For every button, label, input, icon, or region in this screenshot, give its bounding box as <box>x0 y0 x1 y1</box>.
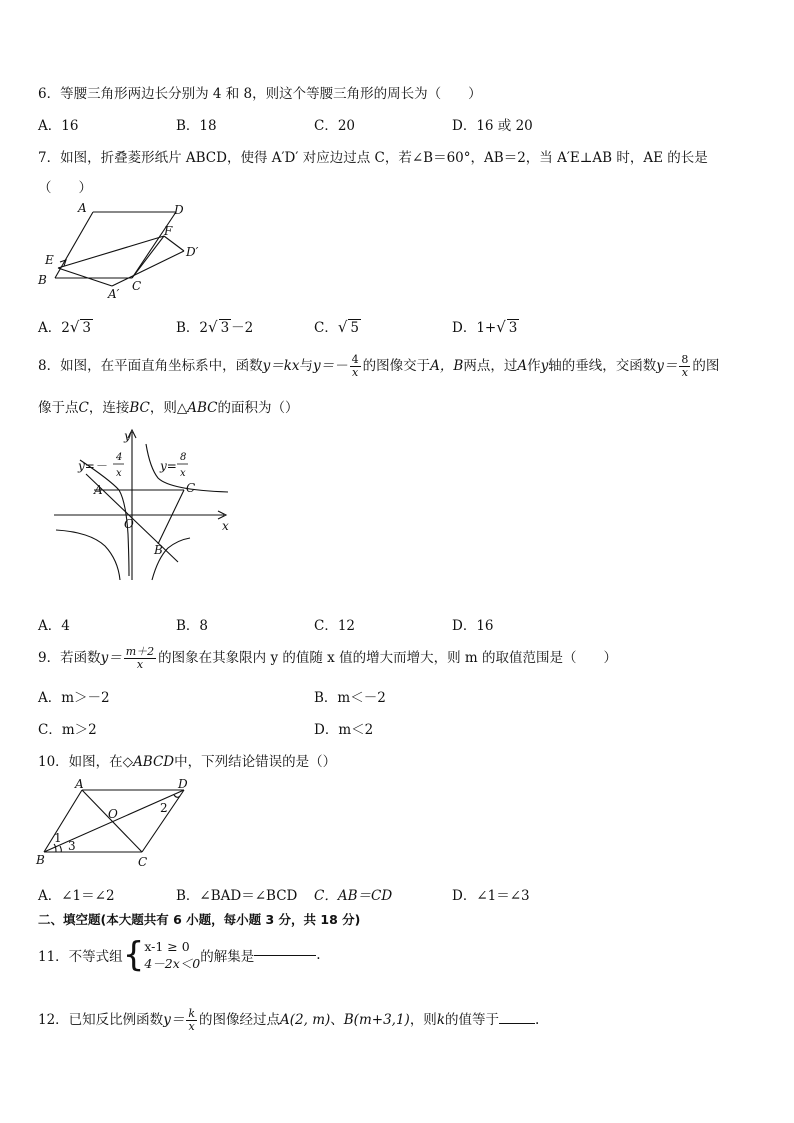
q7-text: 7．如图，折叠菱形纸片 ABCD，使得 A′D′ 对应边过点 C，若∠B＝60°，AB＝2，当 A′E⊥AB 时，AE 的长是 <box>38 150 708 166</box>
q10-option-b[interactable]: B．∠BAD＝∠BCD <box>176 888 298 904</box>
q7-option-a[interactable]: A．2√ 3 <box>38 318 91 336</box>
q7-label-d-prime: D′ <box>186 245 199 259</box>
q8-option-a[interactable]: A．4 <box>38 618 70 634</box>
q8-point-c: C <box>186 481 196 495</box>
q8-origin-label: O <box>124 517 134 531</box>
q10-label-d: D <box>178 777 188 791</box>
q8-point-b: B <box>154 543 163 557</box>
q9-text: 9．若函数y＝ $\frac{m+2}{x}$ 的图象在其象限内 y 的值随 x 值的增大而增大，则 m 的取值范围是（ ） <box>38 645 617 671</box>
q10-label-1: 1 <box>54 831 62 845</box>
q10-text: 10．如图，在◇ABCD中，下列结论错误的是（） <box>38 754 337 770</box>
q7-label-d: D <box>174 203 184 217</box>
q7-label-e: E <box>45 253 54 267</box>
q10-option-d[interactable]: D．∠1＝∠3 <box>452 888 530 904</box>
q7-option-b[interactable]: B．2√ 3 －2 <box>176 318 254 336</box>
section-2-heading: 二、填空题(本大题共有 6 小题，每小题 3 分，共 18 分) <box>38 912 361 927</box>
q8-left-den: x <box>116 468 122 479</box>
q8-left-num: 4 <box>116 452 123 463</box>
q10-option-a[interactable]: A．∠1＝∠2 <box>38 888 115 904</box>
q10-label-a: A <box>75 777 84 791</box>
q10-figure <box>34 774 204 870</box>
q8-right-den: x <box>180 468 186 479</box>
q6-text: 6．等腰三角形两边长分别为 4 和 8，则这个等腰三角形的周长为（ ） <box>38 86 482 102</box>
q6-option-c[interactable]: C．20 <box>314 118 356 134</box>
q10-label-3: 3 <box>68 839 76 853</box>
q9-option-b[interactable]: B．m＜－2 <box>314 690 386 706</box>
q8-option-d[interactable]: D．16 <box>452 618 494 634</box>
q11-text: 11．不等式组{ x-1 ≥ 0 4－2x＜0 的解集是 . <box>38 935 321 975</box>
q10-option-c[interactable]: C．AB＝CD <box>314 888 393 904</box>
q7-option-d[interactable]: D．1+√ 3 <box>452 318 518 336</box>
q8-x-axis-label: x <box>222 519 229 533</box>
q6-option-a[interactable]: A．16 <box>38 118 79 134</box>
q9-option-d[interactable]: D．m＜2 <box>314 722 374 738</box>
q6-option-b[interactable]: B．18 <box>176 118 217 134</box>
q7-option-c[interactable]: C．√ 5 <box>314 318 359 336</box>
q7-label-a: A <box>78 201 87 215</box>
q8-right-num: 8 <box>180 452 187 463</box>
q7-paren: （ ） <box>38 180 92 196</box>
q7-label-b: B <box>38 273 47 287</box>
q8-option-b[interactable]: B．8 <box>176 618 209 634</box>
q10-label-o: O <box>108 807 118 821</box>
q9-option-a[interactable]: A．m＞－2 <box>38 690 110 706</box>
q10-label-c: C <box>138 855 148 869</box>
q7-label-c: C <box>132 279 142 293</box>
q8-option-c[interactable]: C．12 <box>314 618 356 634</box>
q7-label-f: F <box>164 224 173 238</box>
q10-label-b: B <box>36 853 45 867</box>
q8-point-a: A <box>94 483 103 497</box>
q8-graph <box>50 424 240 582</box>
q8-right-fn: y= <box>160 459 177 473</box>
q9-option-c[interactable]: C．m＞2 <box>38 722 97 738</box>
q8-y-axis-label: y <box>124 429 131 443</box>
q7-figure <box>36 198 216 300</box>
q8-line1: 8．如图，在平面直角坐标系中，函数y＝kx与y＝－ $\frac{4}{x}$ 的图像交于A，B两点，过A作y轴的垂线，交函数y＝ $\frac{8}{x}$ 的图 <box>38 353 720 379</box>
q6-option-d[interactable]: D．16 或 20 <box>452 118 533 134</box>
q8-line2: 像于点C，连接BC，则△ABC的面积为（） <box>38 400 299 416</box>
q7-label-a-prime: A′ <box>108 287 120 300</box>
q8-left-fn: y=－ <box>78 459 107 473</box>
q12-text: 12．已知反比例函数y＝ $\frac{k}{x}$ 的图像经过点A(2, m)、B(m+3,1)，则k的值等于 . <box>38 1007 540 1033</box>
q10-label-2: 2 <box>160 801 168 815</box>
